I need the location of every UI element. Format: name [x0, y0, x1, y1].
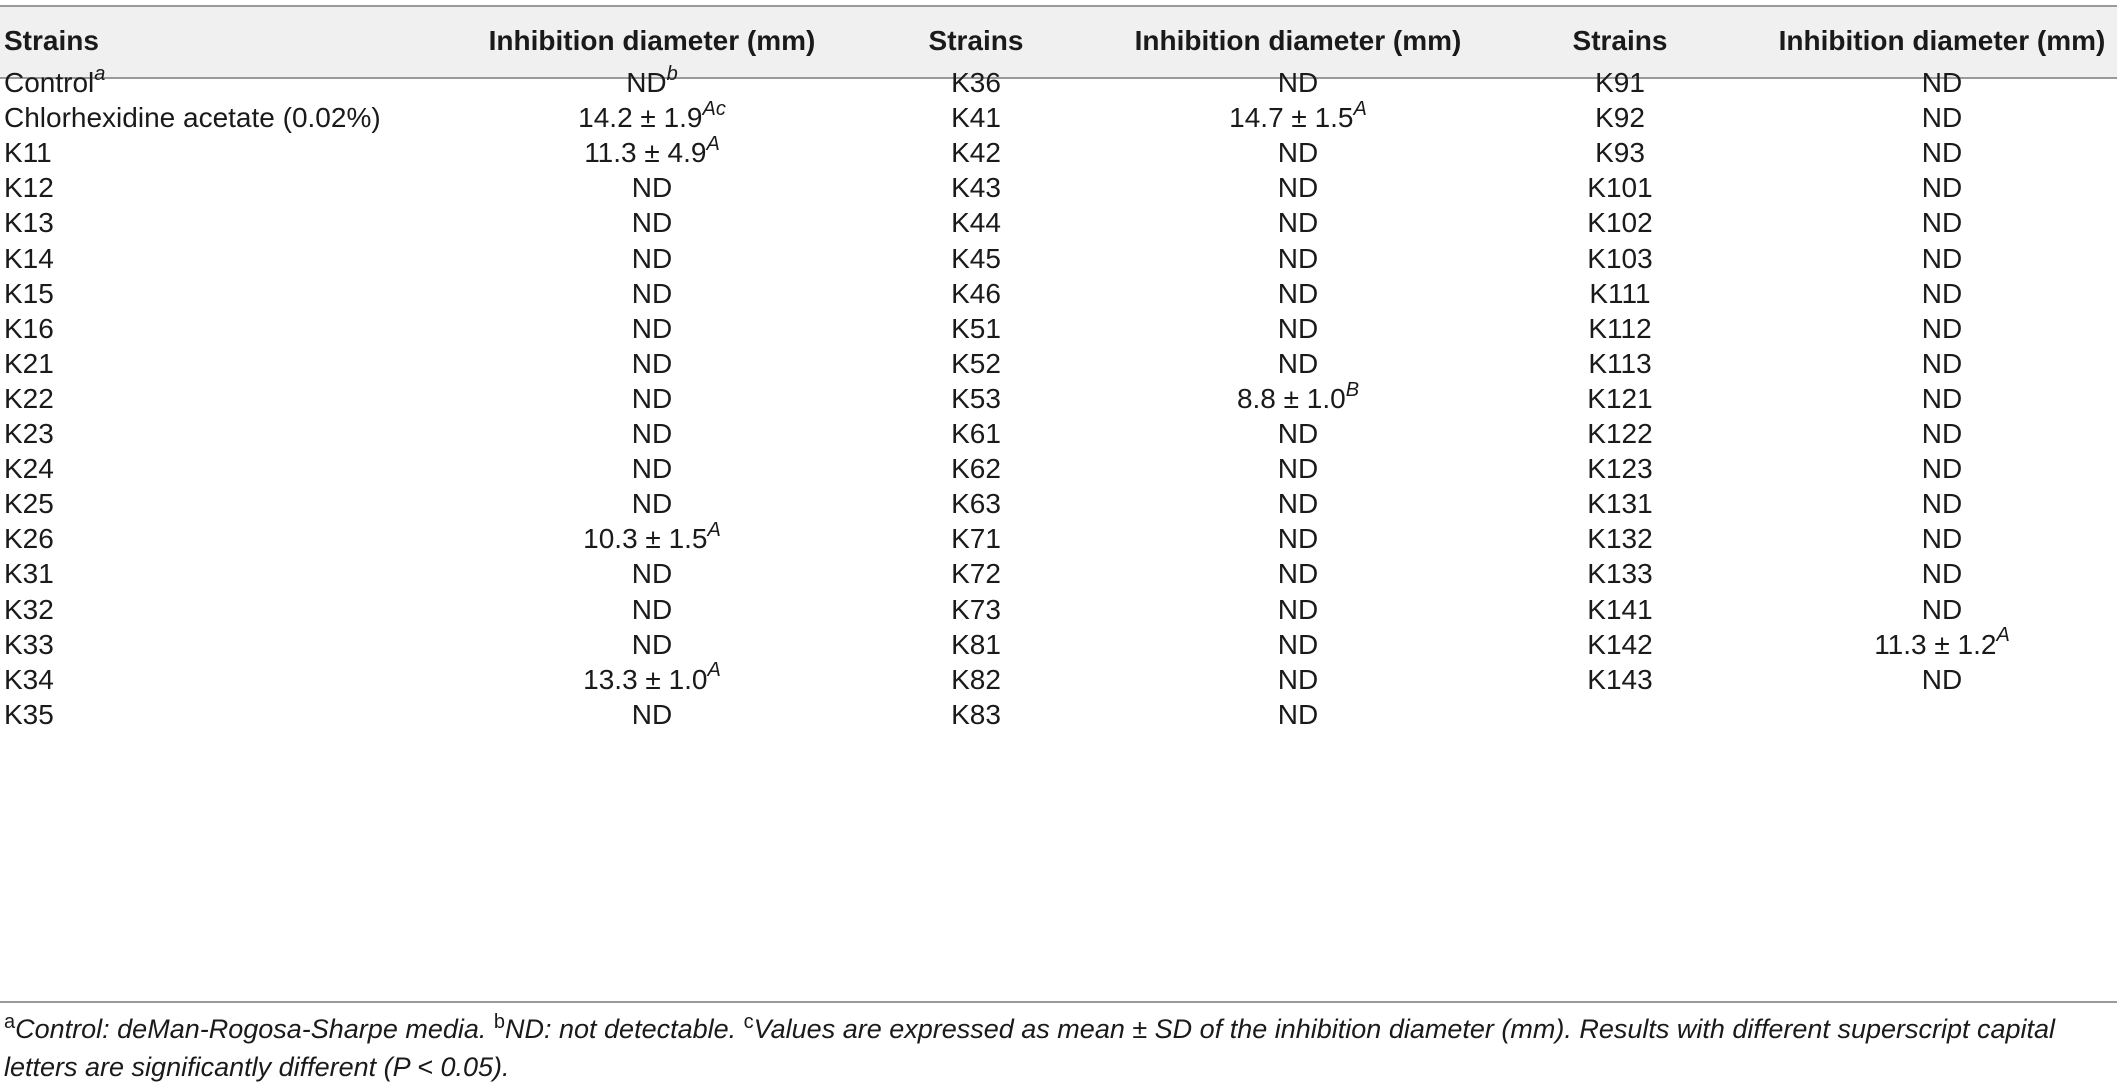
inhibition-value: ND [631, 628, 673, 660]
strain-name: K93 [1595, 137, 1645, 169]
strain-name: K25 [4, 488, 54, 520]
strain-name: K21 [4, 347, 54, 379]
strain-cell [1589, 277, 1650, 311]
inhibition-value: ND [631, 698, 673, 730]
strain-name: K33 [4, 628, 54, 660]
strain-name: K111 [1589, 277, 1651, 309]
inhibition-cell [1922, 312, 1962, 346]
inhibition-value: ND [1921, 523, 1963, 555]
strain-cell [4, 557, 54, 591]
strain-cell [951, 522, 1001, 556]
inhibition-value: ND [1921, 137, 1963, 169]
inhibition-cell [632, 417, 672, 451]
strain-cell [1587, 171, 1652, 205]
strain-name: K81 [951, 628, 1001, 660]
strain-cell [1588, 347, 1651, 381]
strain-cell [1587, 417, 1652, 451]
header-strains-1: Strains [4, 25, 99, 56]
strain-cell [1595, 136, 1645, 170]
inhibition-value: ND [1921, 172, 1963, 204]
significance-superscript: A [707, 518, 721, 541]
inhibition-cell [1229, 97, 1367, 135]
strain-name: K63 [951, 488, 1001, 520]
table-bottom-rule [0, 1001, 2117, 1003]
inhibition-cell [632, 347, 672, 381]
strain-cell [1587, 487, 1652, 521]
inhibition-value: ND [1921, 67, 1963, 98]
inhibition-value: ND [1277, 453, 1319, 485]
inhibition-value: 11.3 ± 1.2 [1874, 628, 1997, 660]
inhibition-value: ND [1277, 698, 1319, 730]
strain-cell [951, 487, 1001, 521]
strain-name: K141 [1587, 593, 1653, 625]
significance-superscript: b [666, 62, 678, 85]
strain-name: K101 [1587, 172, 1653, 204]
strain-name: K15 [4, 277, 54, 309]
strain-cell [1587, 557, 1652, 591]
strain-cell [4, 593, 54, 627]
strain-cell [4, 382, 54, 416]
significance-superscript: A [706, 132, 720, 155]
inhibition-value: ND [631, 558, 673, 590]
inhibition-value: ND [1277, 277, 1319, 309]
inhibition-value: ND [1921, 347, 1963, 379]
strain-cell [4, 206, 54, 240]
strain-cell [4, 698, 54, 732]
inhibition-cell [1922, 557, 1962, 591]
inhibition-value: ND [1277, 418, 1319, 449]
strain-cell [1587, 382, 1652, 416]
strain-cell [1587, 522, 1652, 556]
strain-name: K113 [1588, 347, 1652, 379]
strain-name: K121 [1587, 382, 1653, 414]
inhibition-value: ND [1277, 207, 1319, 239]
inhibition-value: ND [1277, 137, 1319, 169]
inhibition-cell [626, 62, 678, 100]
strain-name: K132 [1587, 523, 1653, 555]
inhibition-cell [1874, 624, 2010, 662]
strain-cell [951, 277, 1001, 311]
strain-cell [4, 62, 106, 100]
inhibition-cell [1278, 487, 1318, 521]
strain-cell [1588, 312, 1651, 346]
inhibition-value: ND [1277, 558, 1319, 590]
strain-name: K16 [4, 312, 54, 344]
inhibition-cell [1922, 382, 1962, 416]
inhibition-cell [632, 312, 672, 346]
strain-name: K52 [951, 347, 1001, 379]
strain-cell [951, 698, 1001, 732]
inhibition-cell [1278, 557, 1318, 591]
strain-name: K112 [1588, 312, 1652, 344]
inhibition-value: ND [1277, 593, 1319, 625]
inhibition-cell [1922, 101, 1962, 135]
strain-cell [4, 628, 54, 662]
strain-cell [4, 417, 54, 451]
inhibition-cell [632, 171, 672, 205]
inhibition-cell [1922, 593, 1962, 627]
strain-name: K12 [4, 172, 54, 204]
header-inhibition-1: Inhibition diameter (mm) [488, 25, 816, 56]
inhibition-cell [1278, 206, 1318, 240]
inhibition-cell [632, 557, 672, 591]
inhibition-cell [1278, 698, 1318, 732]
strain-footnote-mark: a [94, 62, 106, 85]
inhibition-cell [1922, 277, 1962, 311]
inhibition-cell [583, 518, 721, 556]
inhibition-value: ND [1277, 523, 1319, 555]
inhibition-cell [1922, 347, 1962, 381]
strain-name: K14 [4, 242, 54, 274]
table-header-rule [0, 77, 2117, 79]
inhibition-value: ND [1277, 172, 1319, 204]
inhibition-cell [632, 593, 672, 627]
inhibition-value: ND [631, 382, 673, 414]
inhibition-cell [632, 698, 672, 732]
strain-cell [951, 557, 1001, 591]
inhibition-value: ND [1921, 277, 1963, 309]
inhibition-cell [1278, 593, 1318, 627]
inhibition-value: ND [1921, 418, 1963, 449]
strain-name: K42 [951, 137, 1001, 169]
strain-cell [1595, 66, 1645, 100]
strain-name: K13 [4, 207, 54, 239]
header-strains-3: Strains [1572, 25, 1668, 56]
footnote-text-a: Control: deMan-Rogosa-Sharpe media. [15, 1014, 494, 1044]
strain-cell [4, 663, 54, 697]
inhibition-value: ND [631, 312, 673, 344]
inhibition-cell [1278, 171, 1318, 205]
inhibition-cell [578, 97, 726, 135]
inhibition-value: ND [1277, 347, 1319, 379]
footnote-mark-a: a [4, 1011, 16, 1033]
inhibition-value: 14.7 ± 1.5 [1229, 102, 1354, 134]
inhibition-value: ND [631, 418, 673, 449]
inhibition-value: ND [1921, 453, 1963, 485]
strain-cell [4, 452, 54, 486]
inhibition-value: ND [1277, 663, 1319, 695]
inhibition-value: ND [1921, 312, 1963, 344]
inhibition-value: ND [1277, 628, 1319, 660]
strain-name: K103 [1587, 242, 1653, 274]
strain-cell [951, 242, 1001, 276]
inhibition-value: ND [631, 593, 673, 625]
inhibition-cell [632, 487, 672, 521]
strain-cell [4, 277, 54, 311]
inhibition-cell [1922, 171, 1962, 205]
inhibition-cell [1278, 628, 1318, 662]
header-inhibition-2: Inhibition diameter (mm) [1134, 25, 1462, 56]
strain-cell [951, 136, 1001, 170]
inhibition-cell [632, 277, 672, 311]
strain-name: K72 [951, 558, 1001, 590]
strain-name: K61 [951, 418, 1001, 449]
inhibition-value: 8.8 ± 1.0 [1236, 382, 1346, 414]
inhibition-value: ND [1921, 558, 1963, 590]
strain-cell [951, 347, 1001, 381]
strain-name: K44 [951, 207, 1001, 239]
strain-cell [951, 593, 1001, 627]
strain-name: K62 [951, 453, 1001, 485]
header-strains-2: Strains [928, 25, 1024, 56]
inhibition-cell [1278, 347, 1318, 381]
strain-cell [4, 312, 54, 346]
inhibition-value: ND [1921, 593, 1963, 625]
strain-name: K35 [4, 698, 54, 730]
significance-superscript: B [1345, 378, 1360, 401]
strain-cell [4, 347, 54, 381]
strain-cell [951, 171, 1001, 205]
strain-cell [951, 206, 1001, 240]
significance-superscript: A [1996, 624, 2010, 647]
strain-cell [951, 312, 1001, 346]
strain-name: K46 [951, 277, 1001, 309]
strain-cell [1587, 663, 1652, 697]
inhibition-value: ND [1921, 488, 1963, 520]
inhibition-value: ND [1277, 488, 1319, 520]
table-footnote [4, 1010, 2112, 1086]
strain-cell [4, 522, 54, 556]
significance-superscript: Ac [702, 97, 726, 120]
strain-name: K51 [951, 312, 1001, 344]
strain-cell [4, 171, 54, 205]
strain-name: K83 [951, 698, 1001, 730]
inhibition-cell [1278, 66, 1318, 100]
inhibition-value: ND [1921, 102, 1963, 134]
strain-cell [1595, 101, 1645, 135]
inhibition-cell [1922, 452, 1962, 486]
strain-name: Control [4, 67, 95, 98]
inhibition-cell [632, 628, 672, 662]
strain-name: K82 [951, 663, 1001, 695]
inhibition-value: ND [1921, 207, 1963, 239]
strain-name: K31 [4, 558, 54, 590]
inhibition-value: ND [626, 67, 667, 98]
inhibition-value: ND [1921, 242, 1963, 274]
inhibition-value: ND [1277, 312, 1319, 344]
inhibition-cell [583, 659, 721, 697]
footnote-mark-c: c [743, 1011, 754, 1033]
inhibition-value: ND [631, 347, 673, 379]
strain-name: K22 [4, 382, 54, 414]
inhibition-cell [1278, 136, 1318, 170]
strain-cell [951, 382, 1001, 416]
strain-cell [4, 101, 381, 135]
strain-name: K123 [1587, 453, 1653, 485]
strain-name: K73 [951, 593, 1001, 625]
inhibition-cell [632, 382, 672, 416]
strain-name: K43 [951, 172, 1001, 204]
strain-name: K102 [1587, 207, 1653, 239]
inhibition-cell [1922, 136, 1962, 170]
inhibition-value: ND [1277, 242, 1319, 274]
inhibition-cell [632, 206, 672, 240]
inhibition-value: 10.3 ± 1.5 [583, 523, 708, 555]
inhibition-cell [632, 242, 672, 276]
strain-cell [951, 417, 1001, 451]
inhibition-cell [1922, 206, 1962, 240]
strain-cell [951, 663, 1001, 697]
footnote-text-c: Values are expressed as mean ± SD of the inhibition diameter (mm). Results with different superscript capital letters are significantly different (P < 0.05). [4, 1014, 2056, 1082]
strain-cell [1587, 593, 1652, 627]
significance-superscript: A [1353, 97, 1367, 120]
inhibition-value: ND [1921, 382, 1963, 414]
inhibition-value: ND [1277, 67, 1319, 98]
inhibition-cell [1922, 522, 1962, 556]
footnote-mark-b: b [493, 1011, 505, 1033]
inhibition-cell [1922, 663, 1962, 697]
strain-name: K91 [1595, 67, 1645, 98]
strain-cell [1587, 628, 1652, 662]
strain-name: K71 [951, 523, 1001, 555]
inhibition-cell [1278, 522, 1318, 556]
strain-cell [4, 487, 54, 521]
strain-cell [951, 628, 1001, 662]
strain-name: K53 [951, 382, 1001, 414]
strain-name: K26 [4, 523, 54, 555]
significance-superscript: A [707, 659, 721, 682]
inhibition-cell [1922, 487, 1962, 521]
strain-name: K131 [1587, 488, 1653, 520]
inhibition-value: ND [631, 242, 673, 274]
inhibition-cell [632, 452, 672, 486]
strain-name: K11 [4, 137, 52, 169]
strain-cell [1587, 242, 1652, 276]
strain-cell [4, 242, 54, 276]
inhibition-cell [1278, 277, 1318, 311]
footnote-text-b: ND: not detectable. [505, 1014, 744, 1044]
inhibition-value: ND [631, 207, 673, 239]
strain-name: K45 [951, 242, 1001, 274]
inhibition-cell [1278, 452, 1318, 486]
header-inhibition-3: Inhibition diameter (mm) [1778, 25, 2106, 56]
strain-name: K36 [951, 67, 1001, 98]
inhibition-cell [1922, 242, 1962, 276]
inhibition-cell [1236, 378, 1360, 416]
inhibition-value: ND [631, 488, 673, 520]
inhibition-cell [1922, 66, 1962, 100]
inhibition-cell [1278, 663, 1318, 697]
inhibition-value: 14.2 ± 1.9 [578, 102, 703, 134]
strain-name: K142 [1587, 628, 1653, 660]
strain-name: K92 [1595, 102, 1645, 134]
inhibition-cell [1922, 417, 1962, 451]
inhibition-cell [1278, 242, 1318, 276]
strain-name: K143 [1587, 663, 1653, 695]
strain-name: K32 [4, 593, 54, 625]
strain-cell [1587, 452, 1652, 486]
inhibition-cell [584, 132, 720, 170]
strain-name: K133 [1587, 558, 1653, 590]
strain-cell [4, 136, 52, 170]
inhibition-value: ND [631, 172, 673, 204]
strain-cell [1587, 206, 1652, 240]
inhibition-cell [1278, 417, 1318, 451]
strain-cell [951, 101, 1001, 135]
inhibition-value: 11.3 ± 4.9 [584, 137, 707, 169]
strain-name: K34 [4, 663, 54, 695]
strain-name: Chlorhexidine acetate (0.02%) [4, 102, 381, 134]
inhibition-value: ND [631, 453, 673, 485]
strain-name: K122 [1587, 418, 1653, 449]
strain-name: K41 [951, 102, 1001, 134]
strain-name: K24 [4, 453, 54, 485]
strain-cell [951, 452, 1001, 486]
strain-cell [951, 66, 1001, 100]
inhibition-value: 13.3 ± 1.0 [583, 663, 708, 695]
inhibition-value: ND [1921, 663, 1963, 695]
inhibition-value: ND [631, 277, 673, 309]
strain-name: K23 [4, 418, 54, 449]
inhibition-cell [1278, 312, 1318, 346]
